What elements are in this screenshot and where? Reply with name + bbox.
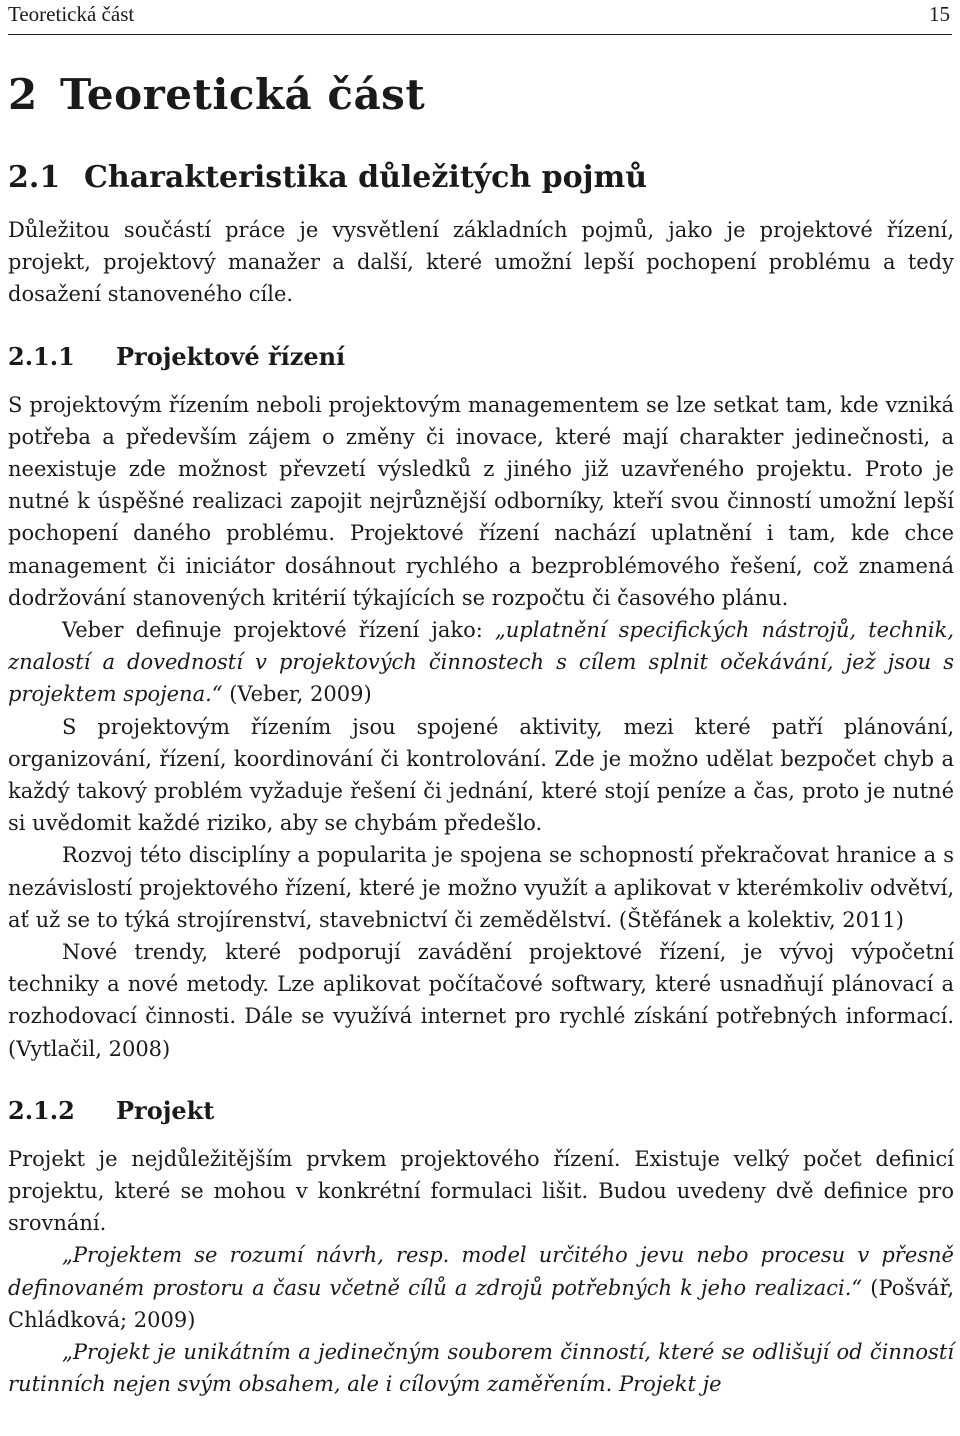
paragraph: Nové trendy, které podporují zavádění projektové řízení, je vývoj výpočetní techniky a nové metody. Lze aplikovat počítačové softwary, které usnadňují plánovací a rozhodovací činnosti. Dále se využívá internet pro rychlé získání potřebných informací. (Vytlačil, 2008) [8, 940, 954, 1061]
subsection-number: 2.1.2 [8, 1095, 75, 1125]
section-title: Charakteristika důležitých pojmů [84, 160, 648, 195]
paragraph: S projektovým řízením neboli projektovým managementem se lze setkat tam, kde vzniká potřeba a především zájem o změny či inovace, které mají charakter jedinečnosti, a neexistuje zde možnost převzetí výsledků z jiného již uzavřeného projektu. Proto je nutné k úspěšné realizaci zapojit nejrůznější odborníky, kteří svou činností umožní lepší pochopení daného problému. Projektové řízení nachází uplatnění i tam, kde chce management či iniciátor dosáhnout rychlého a bezproblémového řešení, což znamená dodržování stanovených kritérií týkajících se rozpočtu či časového plánu. [8, 392, 954, 610]
quote: „Projekt je unikátním a jedinečným souborem činností, které se odlišují od činností rutinních nejen svým obsahem, ale i cílovým zaměřením. Projekt je [8, 1340, 954, 1397]
section-intro-paragraph: Důležitou součástí práce je vysvětlení základních pojmů, jako je projektové řízení, projekt, projektový manažer a další, které umožní lepší pochopení problému a tedy dosažení stanoveného cíle. [8, 218, 954, 307]
quote: „Projektem se rozumí návrh, resp. model určitého jevu nebo procesu v přesně definovaném prostoru a času včetně cílů a zdrojů potřebných k jeho realizaci.“ [8, 1243, 954, 1300]
chapter-title: Teoretická část [60, 70, 426, 119]
paragraph-with-quote [8, 1336, 954, 1400]
paragraph-lead: Veber definuje projektové řízení jako: [62, 618, 495, 643]
citation: (Pošvář, Chládková; 2009) [8, 1275, 954, 1332]
running-title: Teoretická část [8, 2, 135, 26]
paragraph: Rozvoj této disciplíny a popularita je spojena se schopností překračovat hranice a s nezávislostí projektového řízení, které je možno využít a aplikovat v kterémkoliv odvětví, ať už se to týká strojírenství, stavebnictví či zemědělství. (Štěfánek a kolektiv, 2011) [8, 843, 954, 932]
chapter-heading [8, 64, 954, 126]
subsection-heading [8, 1093, 954, 1129]
paragraph-with-quote [8, 1239, 954, 1336]
section-heading [8, 156, 954, 200]
citation: (Veber, 2009) [222, 682, 372, 707]
subsection-title: Projekt [116, 1095, 215, 1125]
subsection-heading [8, 339, 954, 375]
paragraph-with-quote [8, 614, 954, 711]
subsection-number: 2.1.1 [8, 341, 75, 371]
section-number: 2.1 [8, 160, 61, 195]
running-header [8, 0, 952, 35]
page-number: 15 [929, 2, 950, 26]
chapter-number: 2 [8, 70, 38, 119]
quote: „uplatnění specifických nástrojů, technik, znalostí a dovedností v projektových činnostech s cílem splnit očekávání, jež jsou s projektem spojena.“ [8, 618, 954, 707]
paragraph: S projektovým řízením jsou spojené aktivity, mezi které patří plánování, organizování, řízení, koordinování či kontrolování. Zde je možno udělat bezpočet chyb a každý takový problém vyžaduje řešení či jednání, které stojí peníze a čas, proto je nutné si uvědomit každé riziko, aby se chybám předešlo. [8, 714, 954, 836]
page-content [8, 64, 954, 1401]
subsection-title: Projektové řízení [116, 341, 346, 371]
paragraph: Projekt je nejdůležitějším prvkem projektového řízení. Existuje velký počet definicí projektu, které se mohou v konkrétní formulaci lišit. Budou uvedeny dvě definice pro srovnání. [8, 1146, 954, 1236]
